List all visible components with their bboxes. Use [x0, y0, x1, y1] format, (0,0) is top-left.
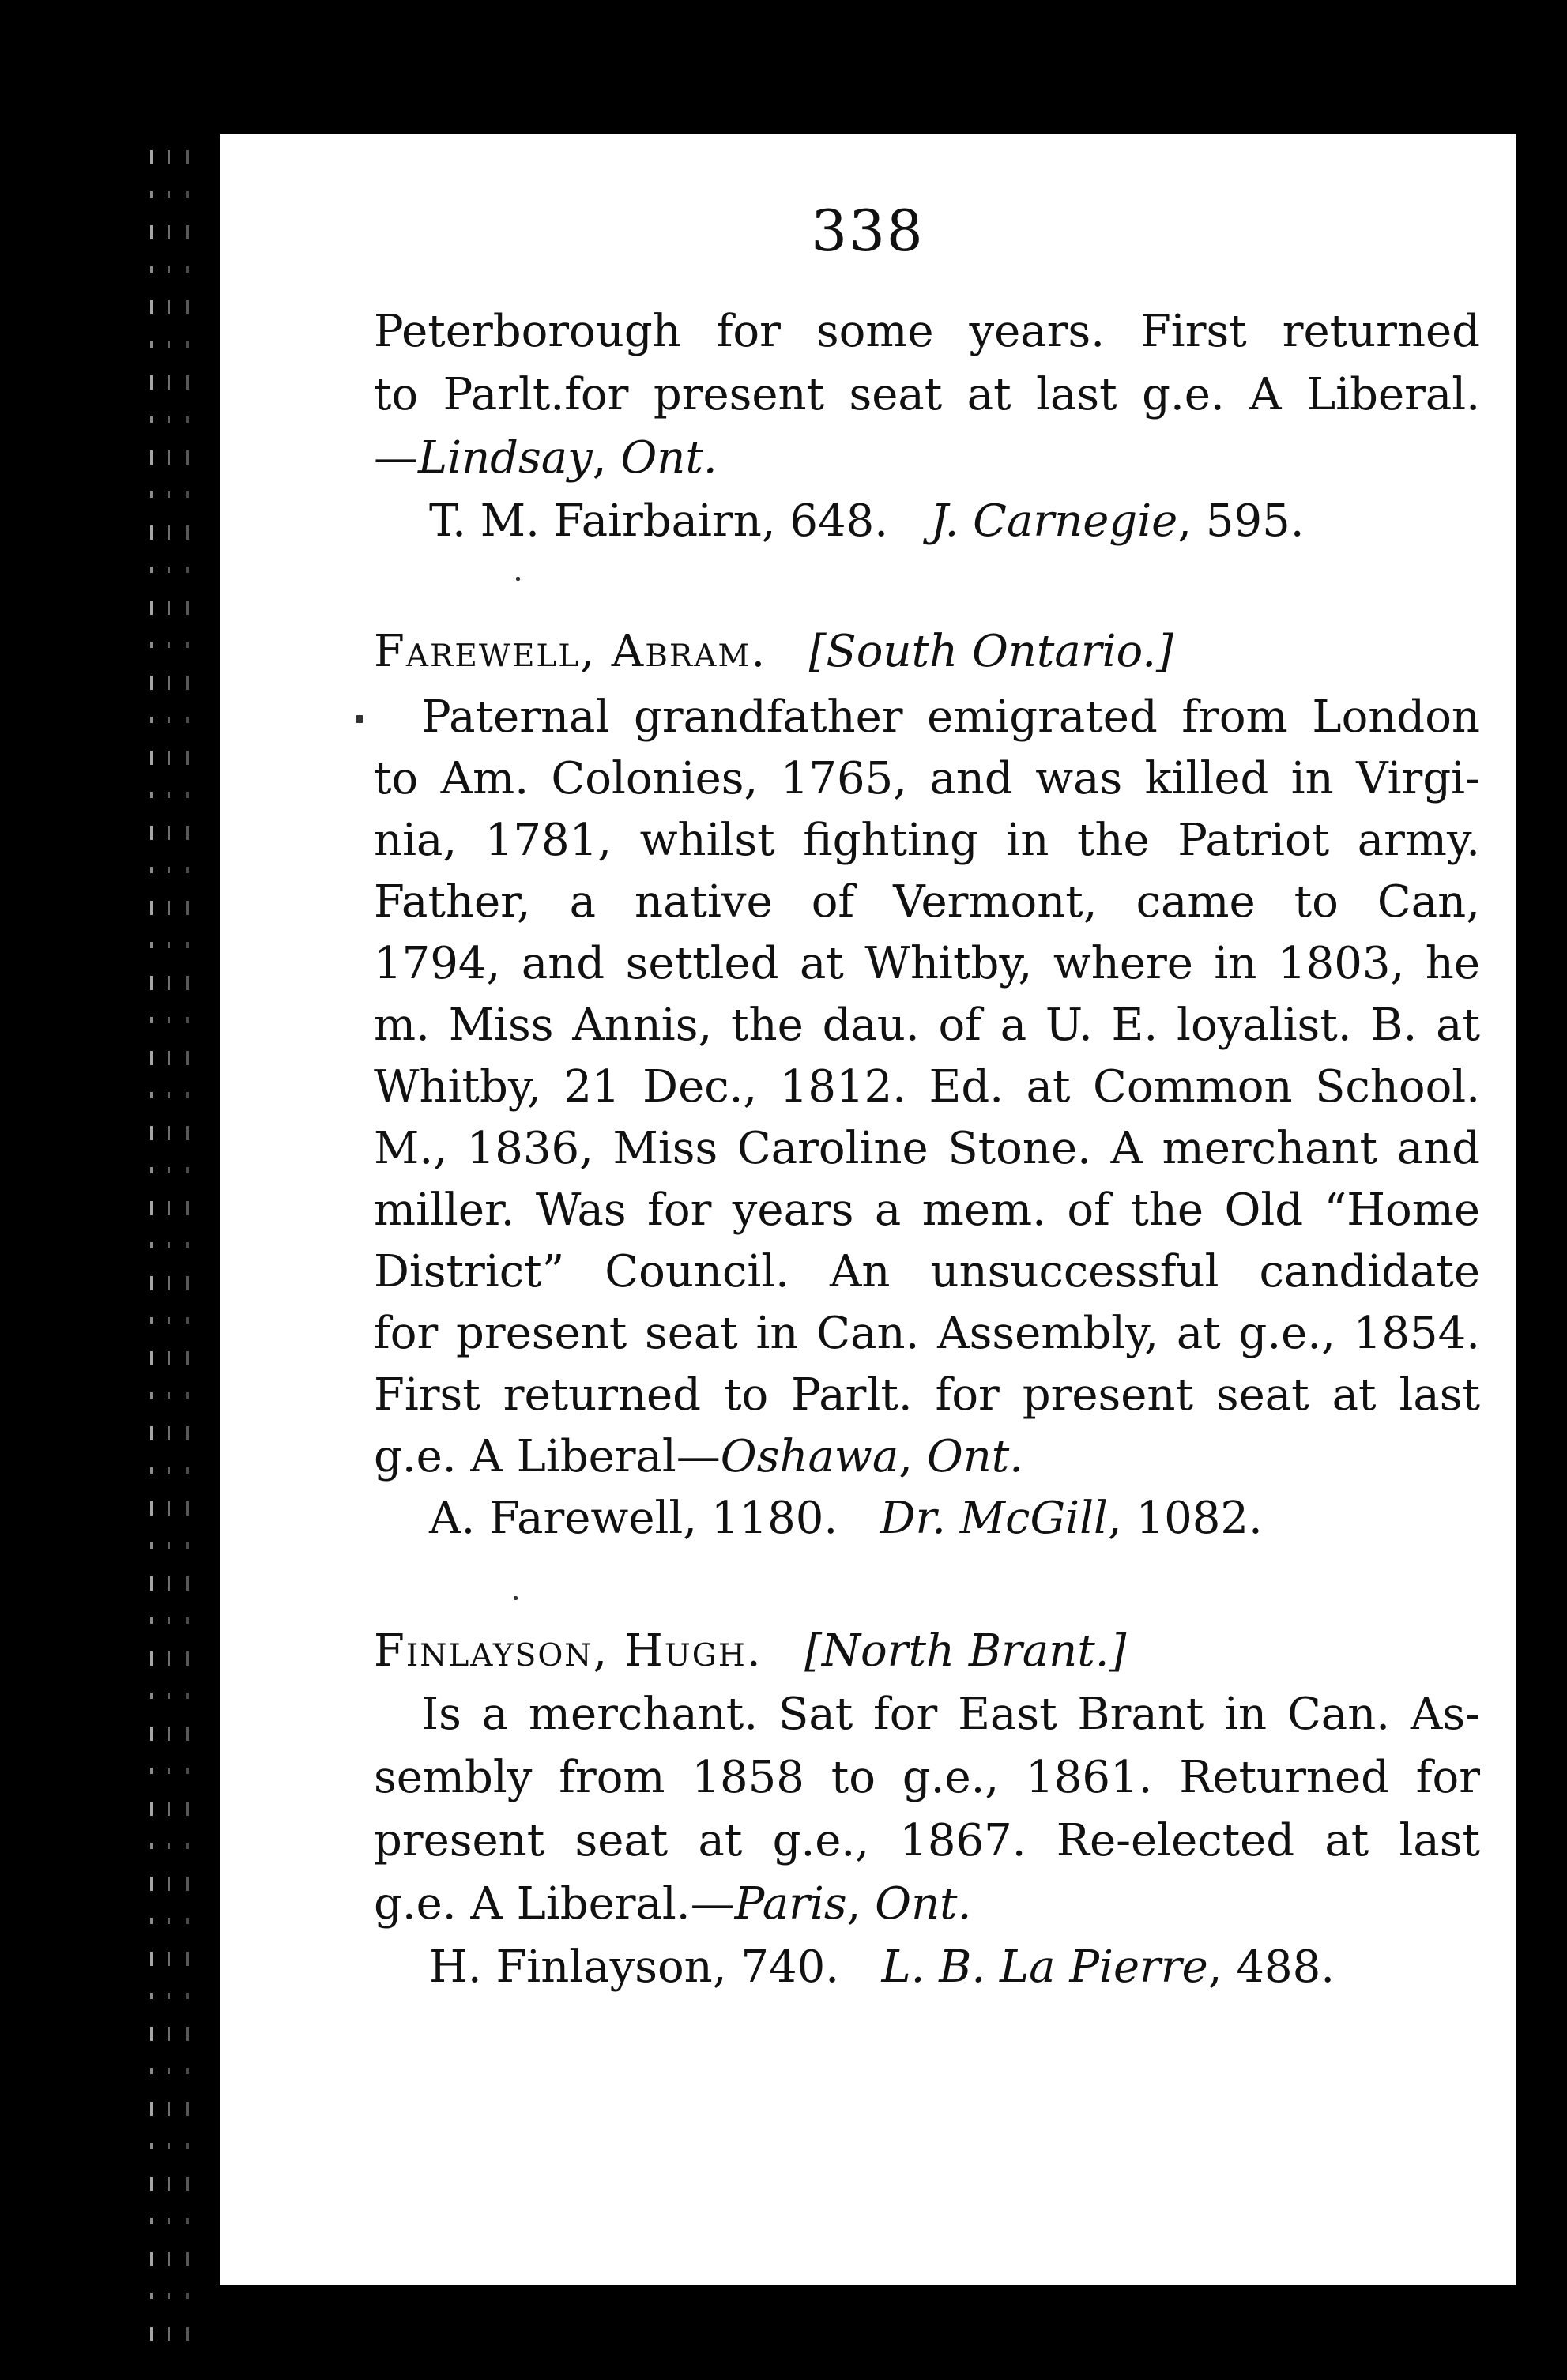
address-place: Paris: [734, 1878, 847, 1930]
scan-edge-streak: [186, 150, 189, 2363]
address-place: Oshawa: [720, 1431, 899, 1482]
entry-text-line: M., 1836, Miss Caroline Stone. A merchant and: [374, 1123, 1480, 1174]
winner-name: H. Finlayson: [429, 1941, 713, 1993]
election-results-line: T. M. Fairbairn, 648. J. Carnegie, 595.: [429, 495, 1305, 547]
book-page: [220, 134, 1516, 2285]
entry-last-line: g.e. A Liberal—Oshawa, Ont.: [374, 1431, 1024, 1482]
entry-text-line: Whitby, 21 Dec., 1812. Ed. at Common School.: [374, 1061, 1480, 1113]
entry-last-line: g.e. A Liberal.—Paris, Ont.: [374, 1878, 972, 1930]
member-name: Farewell, Abram.: [374, 626, 767, 677]
entry-text-line: to Am. Colonies, 1765, and was killed in Virgi-: [374, 753, 1480, 804]
runner-up-votes: 595: [1205, 495, 1290, 547]
entry-text-line: 1794, and settled at Whitby, where in 1803, he: [374, 938, 1480, 989]
election-results-line: H. Finlayson, 740. L. B. La Pierre, 488.: [429, 1941, 1335, 1993]
winner-name: A. Farewell: [429, 1493, 684, 1544]
entry-text-line: miller. Was for years a mem. of the Old “Home: [374, 1184, 1480, 1236]
entry-text-line: First returned to Parlt. for present seat at last: [374, 1369, 1480, 1421]
address-province: Ont.: [620, 432, 718, 484]
entry-text-line: Father, a native of Vermont, came to Can,: [374, 876, 1480, 928]
ink-speck: [516, 577, 520, 581]
address-province: Ont.: [926, 1431, 1024, 1482]
entry-text-line: District” Council. An unsuccessful candidate: [374, 1246, 1480, 1297]
entry-text-line: m. Miss Annis, the dau. of a U. E. loyalist. B. at: [374, 1000, 1480, 1051]
entry-address-line: —Lindsay, Ont.: [374, 432, 718, 484]
winner-votes: 1180: [710, 1493, 824, 1544]
ink-speck: [514, 1596, 518, 1600]
runner-up-votes: 488: [1236, 1941, 1321, 1993]
entry-text-line: nia, 1781, whilst fighting in the Patriot army.: [374, 815, 1480, 866]
last-line-text: g.e. A Liberal: [374, 1431, 676, 1482]
last-line-text: g.e. A Liberal.: [374, 1878, 691, 1930]
address-province: Ont.: [875, 1878, 972, 1930]
riding-name: [North Brant.]: [804, 1625, 1127, 1677]
entry-text-line: Peterborough for some years. First returned: [374, 306, 1480, 357]
address-dash: —: [676, 1431, 721, 1482]
winner-votes: 740: [740, 1941, 826, 1993]
entry-text-line: for present seat in Can. Assembly, at g.e., 1854.: [374, 1308, 1480, 1359]
winner-votes: 648: [789, 495, 875, 547]
entry-text-line: Paternal grandfather emigrated from London: [421, 691, 1480, 743]
election-results-line: A. Farewell, 1180. Dr. McGill, 1082.: [429, 1493, 1263, 1544]
winner-name: T. M. Fairbairn: [429, 495, 762, 547]
entry-text-line: Is a merchant. Sat for East Brant in Can. As-: [421, 1689, 1480, 1740]
runner-up-name: Dr. McGill: [880, 1493, 1108, 1544]
runner-up-name: L. B. La Pierre: [881, 1941, 1208, 1993]
address-dash: —: [374, 432, 418, 484]
entry-text-line: to Parlt.for present seat at last g.e. A Liberal.: [374, 369, 1480, 420]
member-name: Finlayson, Hugh.: [374, 1625, 763, 1677]
entry-heading: [374, 1620, 1480, 1683]
ink-speck: [356, 715, 363, 723]
page-number: 338: [811, 198, 925, 264]
runner-up-name: J. Carnegie: [930, 495, 1178, 547]
entry-text-line: sembly from 1858 to g.e., 1861. Returned for: [374, 1752, 1480, 1803]
scan-edge-streak: [150, 150, 153, 2363]
address-place: Lindsay: [418, 432, 593, 484]
riding-name: [South Ontario.]: [808, 626, 1173, 677]
entry-heading: [374, 620, 1480, 683]
runner-up-votes: 1082: [1136, 1493, 1249, 1544]
address-dash: —: [690, 1878, 735, 1930]
entry-text-line: present seat at g.e., 1867. Re-elected at last: [374, 1815, 1480, 1866]
scan-edge-streak: [168, 150, 170, 2363]
